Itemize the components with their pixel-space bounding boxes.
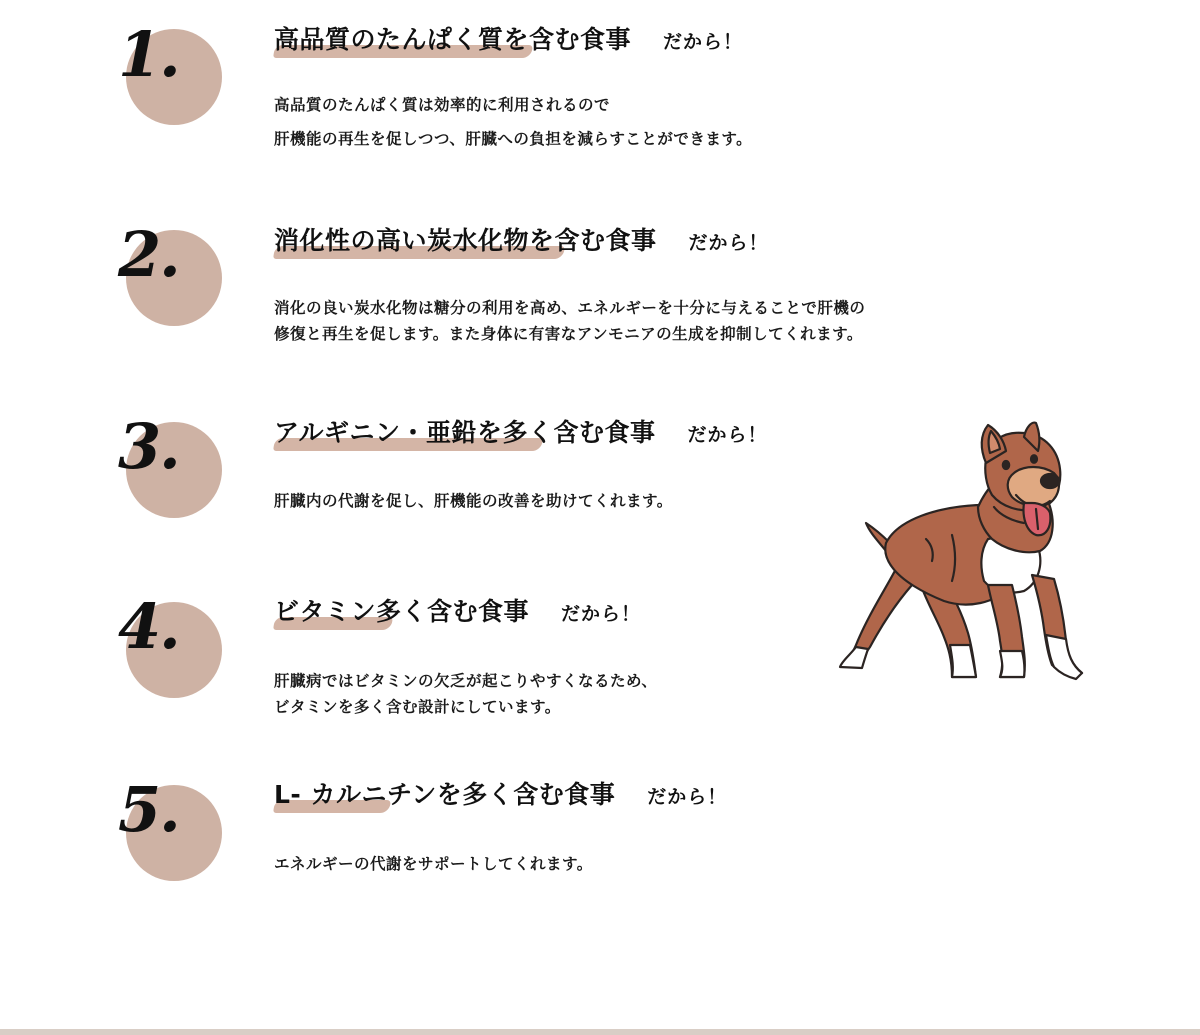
- item-suffix: だから！: [663, 31, 744, 53]
- item-suffix: だから！: [561, 603, 642, 625]
- item-title: ビタミン多く含む食事: [274, 597, 530, 626]
- item-description: [274, 92, 752, 152]
- item-heading: [274, 592, 641, 632]
- item-suffix: だから！: [688, 232, 769, 254]
- item-heading: [274, 413, 768, 453]
- item-description: [274, 851, 593, 877]
- dog-illustration: [828, 415, 1098, 694]
- item-number: 2.: [118, 218, 179, 291]
- description-line: ビタミンを多く含む設計にしています。: [274, 698, 561, 716]
- description-line: 肝機能の再生を促しつつ、肝臓への負担を減らすことができます。: [274, 130, 753, 148]
- description-line: エネルギーの代謝をサポートしてくれます。: [274, 855, 593, 873]
- item-title: アルギニン・亜鉛を多く含む食事: [274, 418, 656, 447]
- item-suffix: だから！: [687, 424, 768, 446]
- item-title: L- カルニチンを多く含む食事: [274, 780, 616, 809]
- item-title: 消化性の高い炭水化物を含む食事: [274, 226, 657, 255]
- item-title: 高品質のたんぱく質を含む食事: [274, 25, 632, 54]
- footer-divider: [0, 1029, 1200, 1035]
- item-description: [274, 488, 673, 514]
- item-heading: [274, 221, 769, 261]
- description-line: 高品質のたんぱく質は効率的に利用されるので: [274, 96, 611, 114]
- item-suffix: だから！: [647, 786, 728, 808]
- item-number: 4.: [118, 590, 179, 663]
- item-heading: [274, 20, 743, 60]
- description-line: 修復と再生を促します。また身体に有害なアンモニアの生成を抑制してくれます。: [274, 325, 863, 343]
- item-heading: [274, 775, 727, 815]
- item-number: 1.: [118, 18, 179, 91]
- description-line: 肝臓内の代謝を促し、肝機能の改善を助けてくれます。: [274, 492, 673, 510]
- item-number: 5.: [118, 773, 179, 846]
- description-line: 消化の良い炭水化物は糖分の利用を高め、エネルギーを十分に与えることで肝機の: [274, 299, 866, 317]
- dog-icon: [828, 415, 1098, 690]
- description-line: 肝臓病ではビタミンの欠乏が起こりやすくなるため、: [274, 672, 658, 690]
- item-description: [274, 668, 657, 720]
- item-description: [274, 295, 865, 347]
- item-number: 3.: [118, 410, 179, 483]
